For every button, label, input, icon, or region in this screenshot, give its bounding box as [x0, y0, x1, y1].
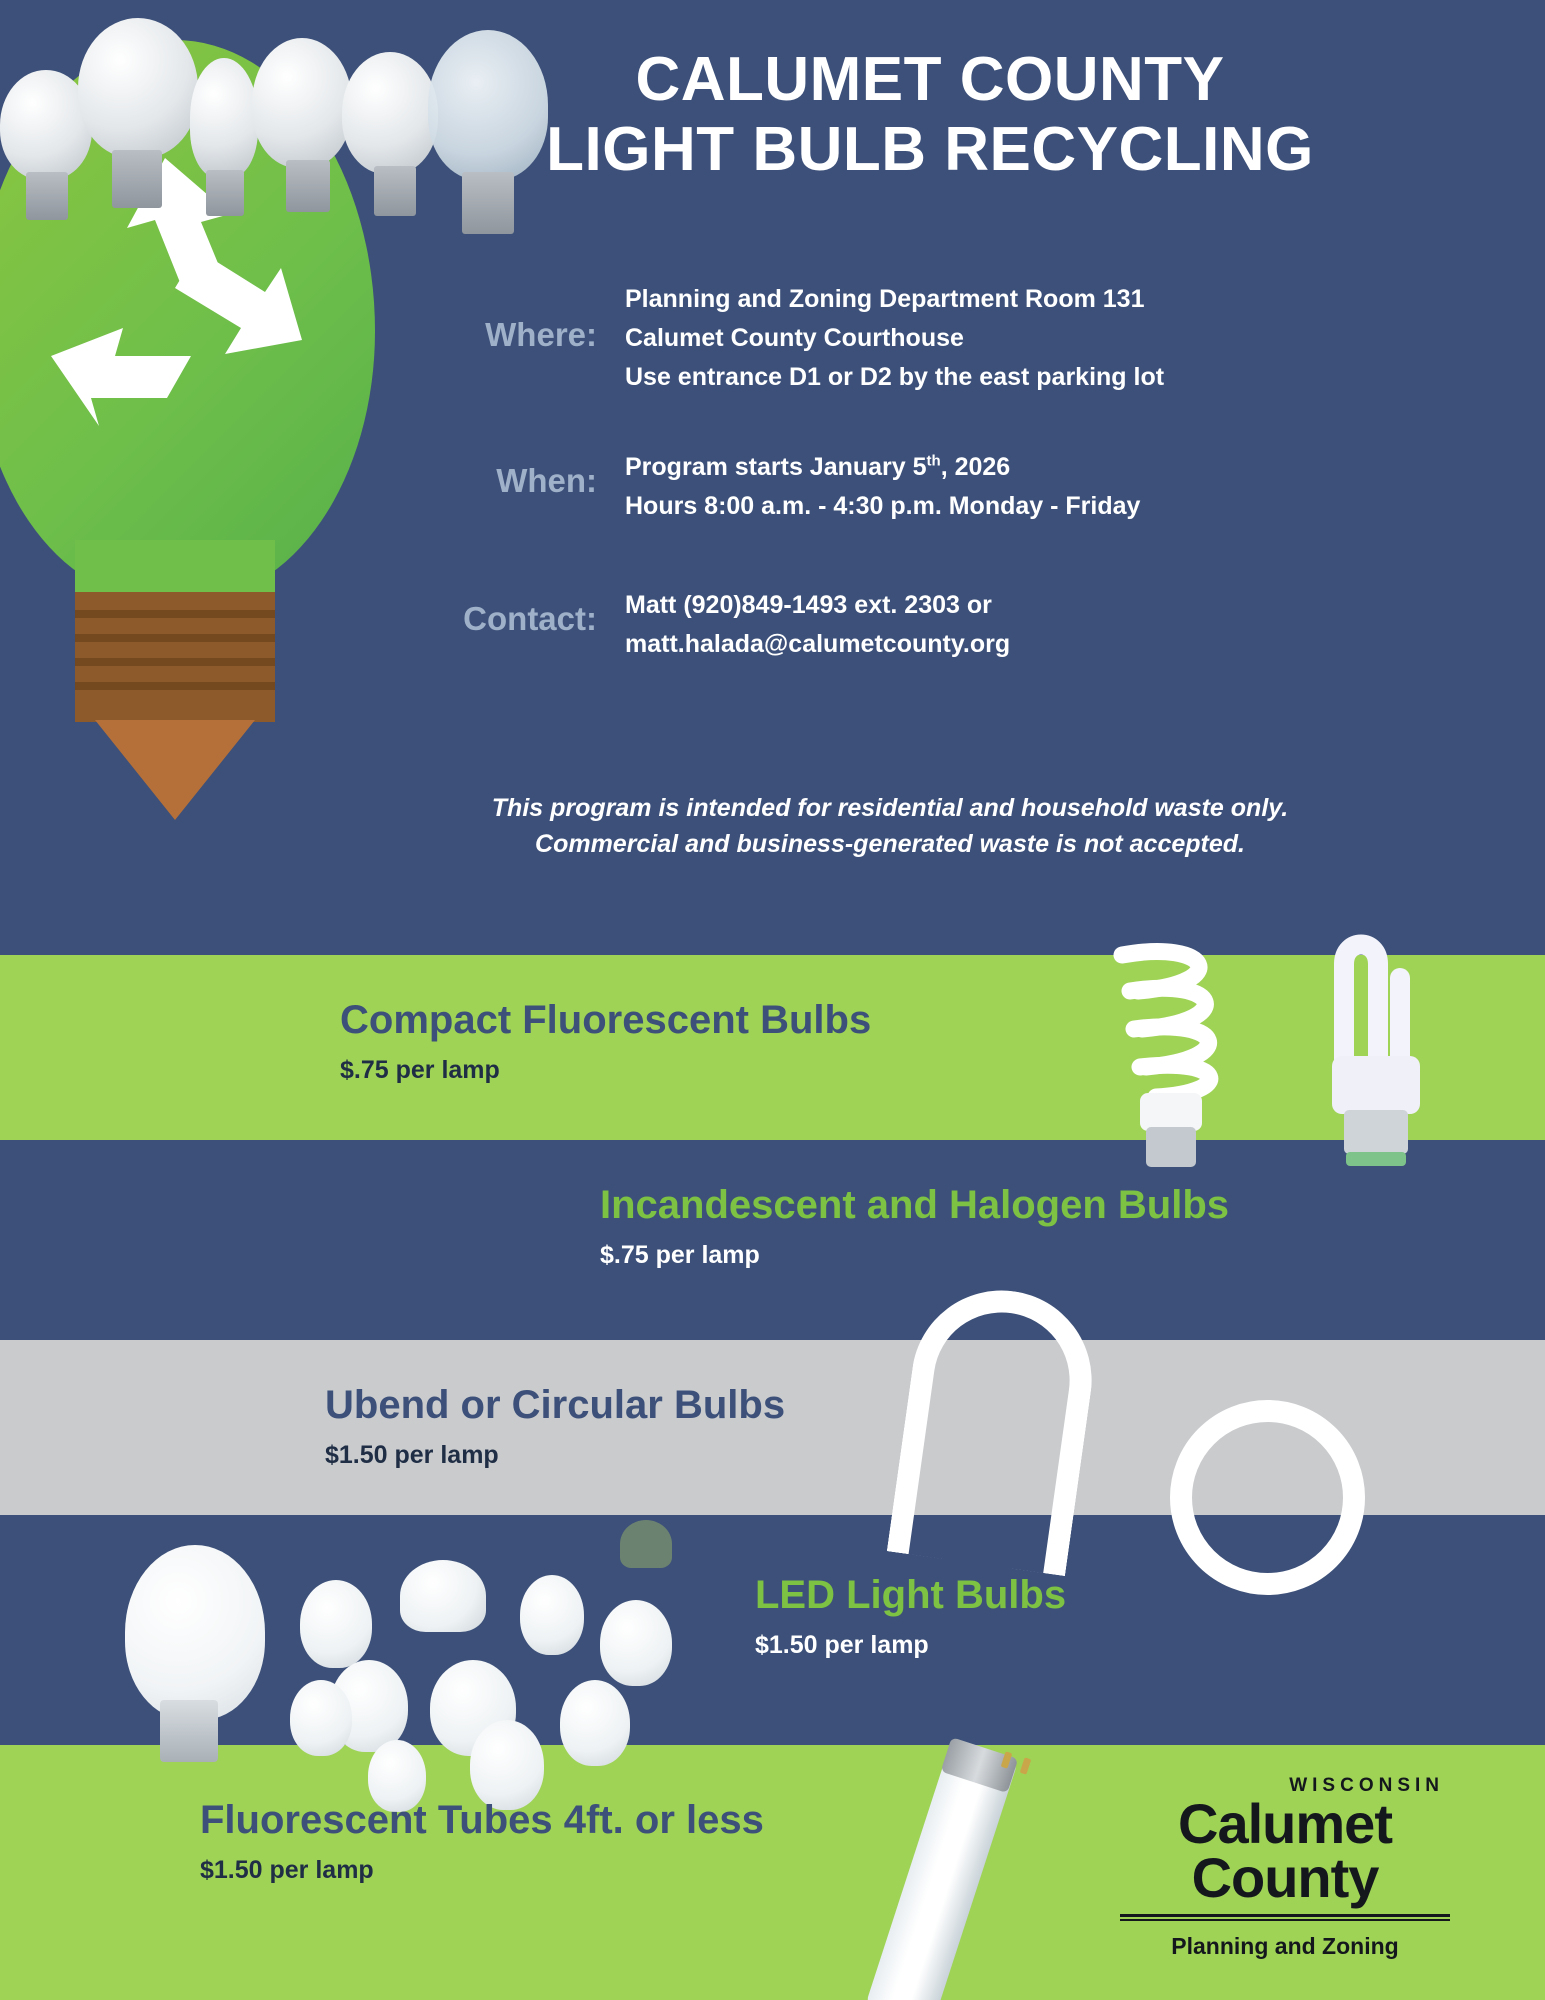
category-price: $1.50 per lamp: [200, 1856, 374, 1884]
category-title: Compact Fluorescent Bulbs: [340, 998, 872, 1042]
led-spotlight-icon: [620, 1520, 672, 1568]
led-bulb-icon: [600, 1600, 672, 1686]
info-block: [410, 280, 1510, 671]
logo-department: Planning and Zoning: [1171, 1933, 1399, 1959]
where-value: [625, 280, 1510, 396]
logo-name-line-2: County: [1191, 1846, 1379, 1909]
led-bulb-icon: [290, 1680, 352, 1756]
category-led: [755, 1575, 1066, 1660]
when-label: When:: [496, 462, 597, 500]
led-bulb-large-base: [160, 1700, 218, 1762]
category-title: Fluorescent Tubes 4ft. or less: [200, 1798, 764, 1842]
led-bulb-icon: [520, 1575, 584, 1655]
bulb-tip-shape: [95, 720, 255, 820]
contact-label: Contact:: [463, 599, 597, 637]
category-title: Incandescent and Halogen Bulbs: [600, 1183, 1230, 1227]
category-ubend-circular: [325, 1385, 785, 1470]
led-bulb-large-icon: [125, 1545, 265, 1720]
led-bulb-icon: [560, 1680, 630, 1766]
led-bulb-icon: [300, 1580, 372, 1668]
where-line-1: Planning and Zoning Department Room 131: [625, 285, 1145, 313]
led-bulb-icon: [400, 1560, 486, 1632]
bulb-base-shape: [75, 592, 275, 722]
led-bulb-icon: [470, 1720, 544, 1810]
category-fluorescent-tubes: [200, 1800, 764, 1885]
where-line-2: Calumet County Courthouse: [625, 323, 964, 352]
category-incandescent-halogen: [600, 1185, 1229, 1270]
where-line-3: Use entrance D1 or D2 by the east parking lot: [625, 362, 1165, 391]
when-value: [625, 448, 1510, 526]
calumet-county-logo: [1120, 1775, 1450, 1960]
logo-divider: [1120, 1914, 1450, 1917]
title-line-2: LIGHT BULB RECYCLING: [546, 115, 1314, 185]
info-row-contact: [410, 586, 1510, 664]
when-ordinal-suffix: th: [926, 452, 941, 470]
category-compact-fluorescent: [340, 1000, 871, 1085]
title-line-1: CALUMET COUNTY: [635, 45, 1225, 114]
logo-name-line-1: Calumet: [1178, 1791, 1392, 1855]
category-price: $.75 per lamp: [600, 1241, 760, 1269]
when-line-1: [625, 448, 1510, 487]
info-row-where: [410, 280, 1510, 396]
contact-email: matt.halada@calumetcounty.org: [625, 629, 1011, 658]
when-year-text: , 2026: [940, 453, 1011, 482]
logo-divider-secondary: [1120, 1919, 1450, 1921]
circular-tube-icon: [1170, 1400, 1365, 1595]
category-price: $.75 per lamp: [340, 1056, 500, 1084]
disclaimer-line-1: This program is intended for residential and household waste only.: [491, 794, 1289, 822]
contact-line-1: Matt (920)849-1493 ext. 2303 or: [625, 590, 992, 619]
category-title: Ubend or Circular Bulbs: [325, 1383, 786, 1427]
info-row-when: [410, 448, 1510, 526]
contact-value: [625, 586, 1510, 664]
disclaimer: [330, 790, 1450, 863]
when-line-2: Hours 8:00 a.m. - 4:30 p.m. Monday - Friday: [625, 492, 1141, 520]
category-price: $1.50 per lamp: [755, 1631, 929, 1659]
when-start-text: Program starts January 5: [625, 453, 927, 482]
logo-state: WISCONSIN: [1289, 1774, 1444, 1796]
where-label: Where:: [485, 316, 597, 353]
category-price: $1.50 per lamp: [325, 1441, 499, 1469]
category-title: LED Light Bulbs: [755, 1573, 1067, 1617]
disclaimer-line-2: Commercial and business-generated waste is not accepted.: [535, 830, 1245, 859]
